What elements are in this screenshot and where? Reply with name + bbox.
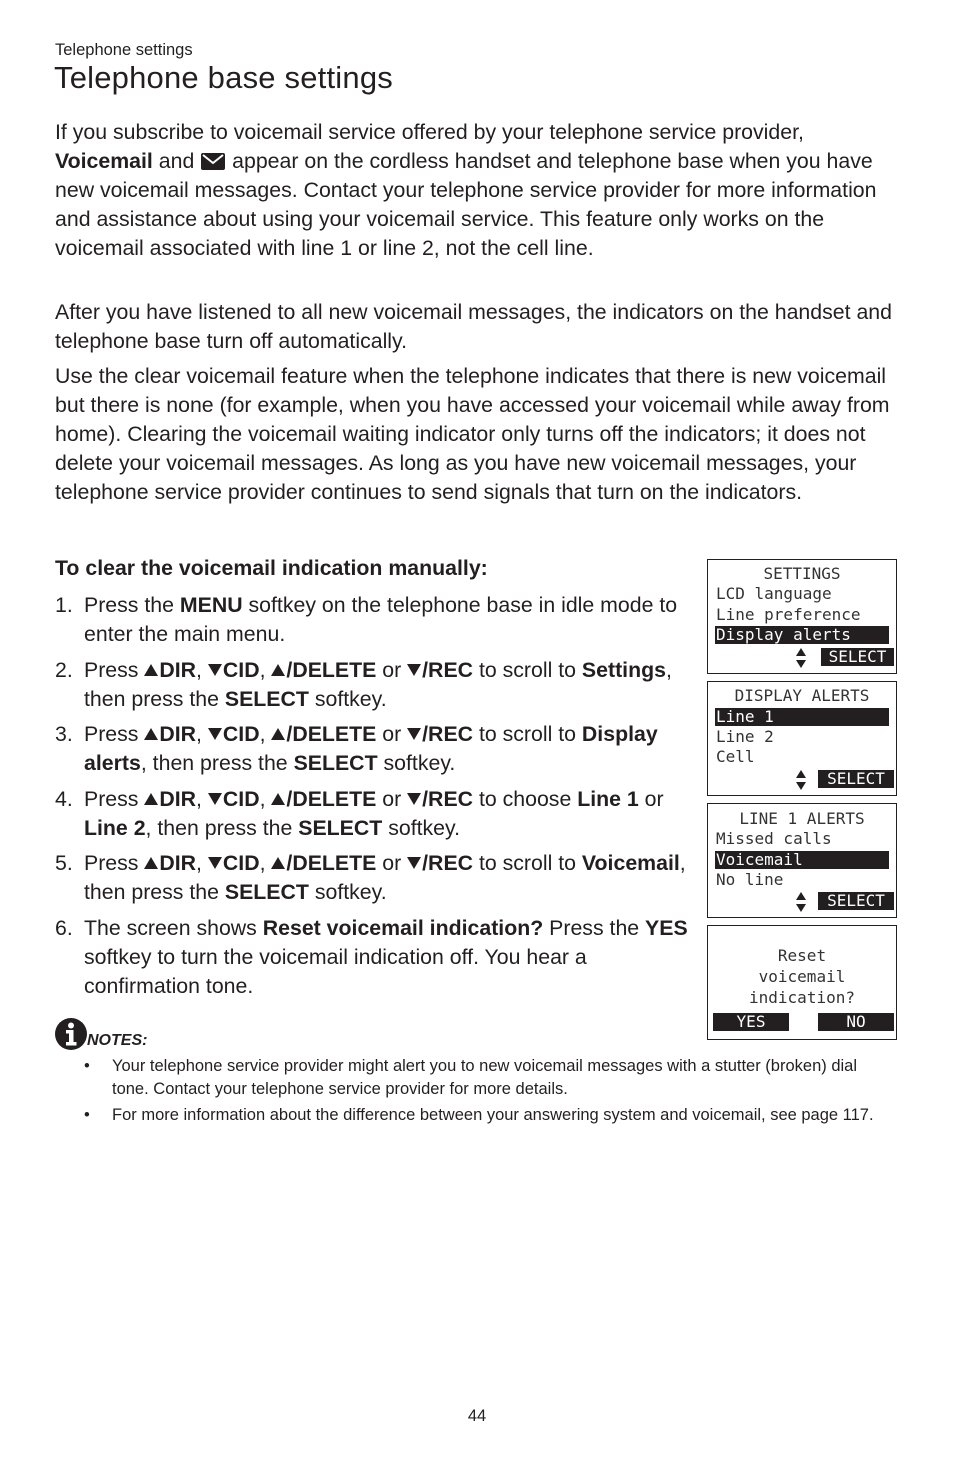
up-arrow-icon bbox=[144, 857, 158, 869]
intro-paragraph-3: Use the clear voicemail feature when the telephone indicates that there is new voicemail but there is none (for example, when you have accessed your voicemail while away from home). Clearing the voicemail waiting indicator only turns off the indicators; it does not delete your voicemail messages. As long as you have new voicemail messages, your telephone service provider continues to send signals that turn on the indicators. bbox=[55, 364, 890, 504]
lcd-title: LINE 1 ALERTS bbox=[739, 809, 865, 828]
lcd-row: No line bbox=[716, 870, 784, 889]
lcd-row-highlighted: Line 1 bbox=[715, 708, 889, 726]
step-4: 4. Press DIR, CID, /DELETE or /REC to choose Line 1 or Line 2, then press the SELECT softkey. bbox=[55, 786, 664, 840]
intro-paragraph-2: After you have listened to all new voicemail messages, the indicators on the handset and telephone base turn off automatically. bbox=[55, 300, 892, 353]
step-1: 1. Press the MENU softkey on the telephone base in idle mode to enter the main menu. bbox=[55, 593, 678, 646]
notes-list bbox=[84, 1055, 874, 1130]
lcd-softkey-select: SELECT bbox=[818, 892, 894, 910]
lcd-prompt-line: voicemail bbox=[758, 967, 846, 986]
procedure-steps bbox=[55, 591, 695, 1007]
up-arrow-icon bbox=[271, 664, 285, 676]
down-arrow-icon bbox=[208, 793, 222, 805]
down-arrow-icon bbox=[407, 793, 421, 805]
intro-paragraph-1: If you subscribe to voicemail service offered by your telephone service provider, Voicemail and appear on the cordless handset and telephone base when you have new voicemail messages. Contact your telephone service provider for more information and assistance about using your voicemail service. This feature only works on the voicemail associated with line 1 or line 2, not the cell line. bbox=[55, 120, 877, 260]
up-down-arrow-icon bbox=[795, 769, 807, 791]
down-arrow-icon bbox=[407, 664, 421, 676]
up-down-arrow-icon bbox=[795, 647, 807, 669]
lcd-screen-settings bbox=[707, 559, 897, 674]
lcd-screen-line1-alerts bbox=[707, 803, 897, 918]
lcd-row: Line 2 bbox=[716, 727, 774, 746]
envelope-icon bbox=[201, 153, 225, 170]
voicemail-term: Voicemail bbox=[55, 148, 153, 173]
up-arrow-icon bbox=[271, 857, 285, 869]
step-2: 2. Press DIR, CID, /DELETE or /REC to scroll to Settings, then press the SELECT softkey. bbox=[55, 657, 672, 711]
down-arrow-icon bbox=[208, 728, 222, 740]
lcd-row: LCD language bbox=[716, 584, 832, 603]
lcd-softkey-yes: YES bbox=[713, 1013, 789, 1031]
lcd-row: Missed calls bbox=[716, 829, 832, 848]
lcd-row: Line preference bbox=[716, 605, 861, 624]
lcd-row-highlighted: Voicemail bbox=[715, 851, 889, 869]
up-arrow-icon bbox=[144, 664, 158, 676]
lcd-softkey-no: NO bbox=[818, 1013, 894, 1031]
lcd-prompt-line: indication? bbox=[749, 988, 855, 1007]
down-arrow-icon bbox=[208, 857, 222, 869]
step-6: 6. The screen shows Reset voicemail indication? Press the YES softkey to turn the voicemail indication off. You hear a confirmation tone. bbox=[55, 915, 688, 998]
lcd-row: Cell bbox=[716, 747, 755, 766]
lcd-row-highlighted: Display alerts bbox=[715, 626, 889, 644]
lcd-title: DISPLAY ALERTS bbox=[734, 686, 870, 705]
page-title: Telephone base settings bbox=[54, 60, 393, 95]
up-arrow-icon bbox=[271, 793, 285, 805]
down-arrow-icon bbox=[407, 728, 421, 740]
step-5: 5. Press DIR, CID, /DELETE or /REC to scroll to Voicemail, then press the SELECT softkey. bbox=[55, 851, 686, 904]
procedure-title: To clear the voicemail indication manually: bbox=[55, 556, 488, 580]
note-item: • For more information about the difference between your answering system and voicemail, see page 117. bbox=[84, 1106, 874, 1124]
step-3: 3. Press DIR, CID, /DELETE or /REC to scroll to Display alerts, then press the SELECT softkey. bbox=[55, 722, 658, 775]
info-icon bbox=[54, 1016, 90, 1052]
lcd-screen-display-alerts bbox=[707, 681, 897, 796]
lcd-softkey-select: SELECT bbox=[818, 770, 894, 788]
notes-label: NOTES: bbox=[87, 1032, 148, 1049]
down-arrow-icon bbox=[208, 664, 222, 676]
lcd-softkey-select: SELECT bbox=[821, 648, 894, 666]
up-arrow-icon bbox=[144, 793, 158, 805]
section-label: Telephone settings bbox=[55, 41, 193, 59]
lcd-title: SETTINGS bbox=[763, 564, 841, 583]
lcd-screen-reset-voicemail bbox=[707, 925, 897, 1040]
down-arrow-icon bbox=[407, 857, 421, 869]
lcd-prompt-line: Reset bbox=[777, 946, 827, 965]
note-item: • Your telephone service provider might alert you to new voicemail messages with a stutter (broken) dial tone. Contact your telephone service provider for more details. bbox=[84, 1057, 858, 1098]
page-number: 44 bbox=[467, 1407, 487, 1425]
up-arrow-icon bbox=[271, 728, 285, 740]
up-down-arrow-icon bbox=[795, 891, 807, 913]
up-arrow-icon bbox=[144, 728, 158, 740]
